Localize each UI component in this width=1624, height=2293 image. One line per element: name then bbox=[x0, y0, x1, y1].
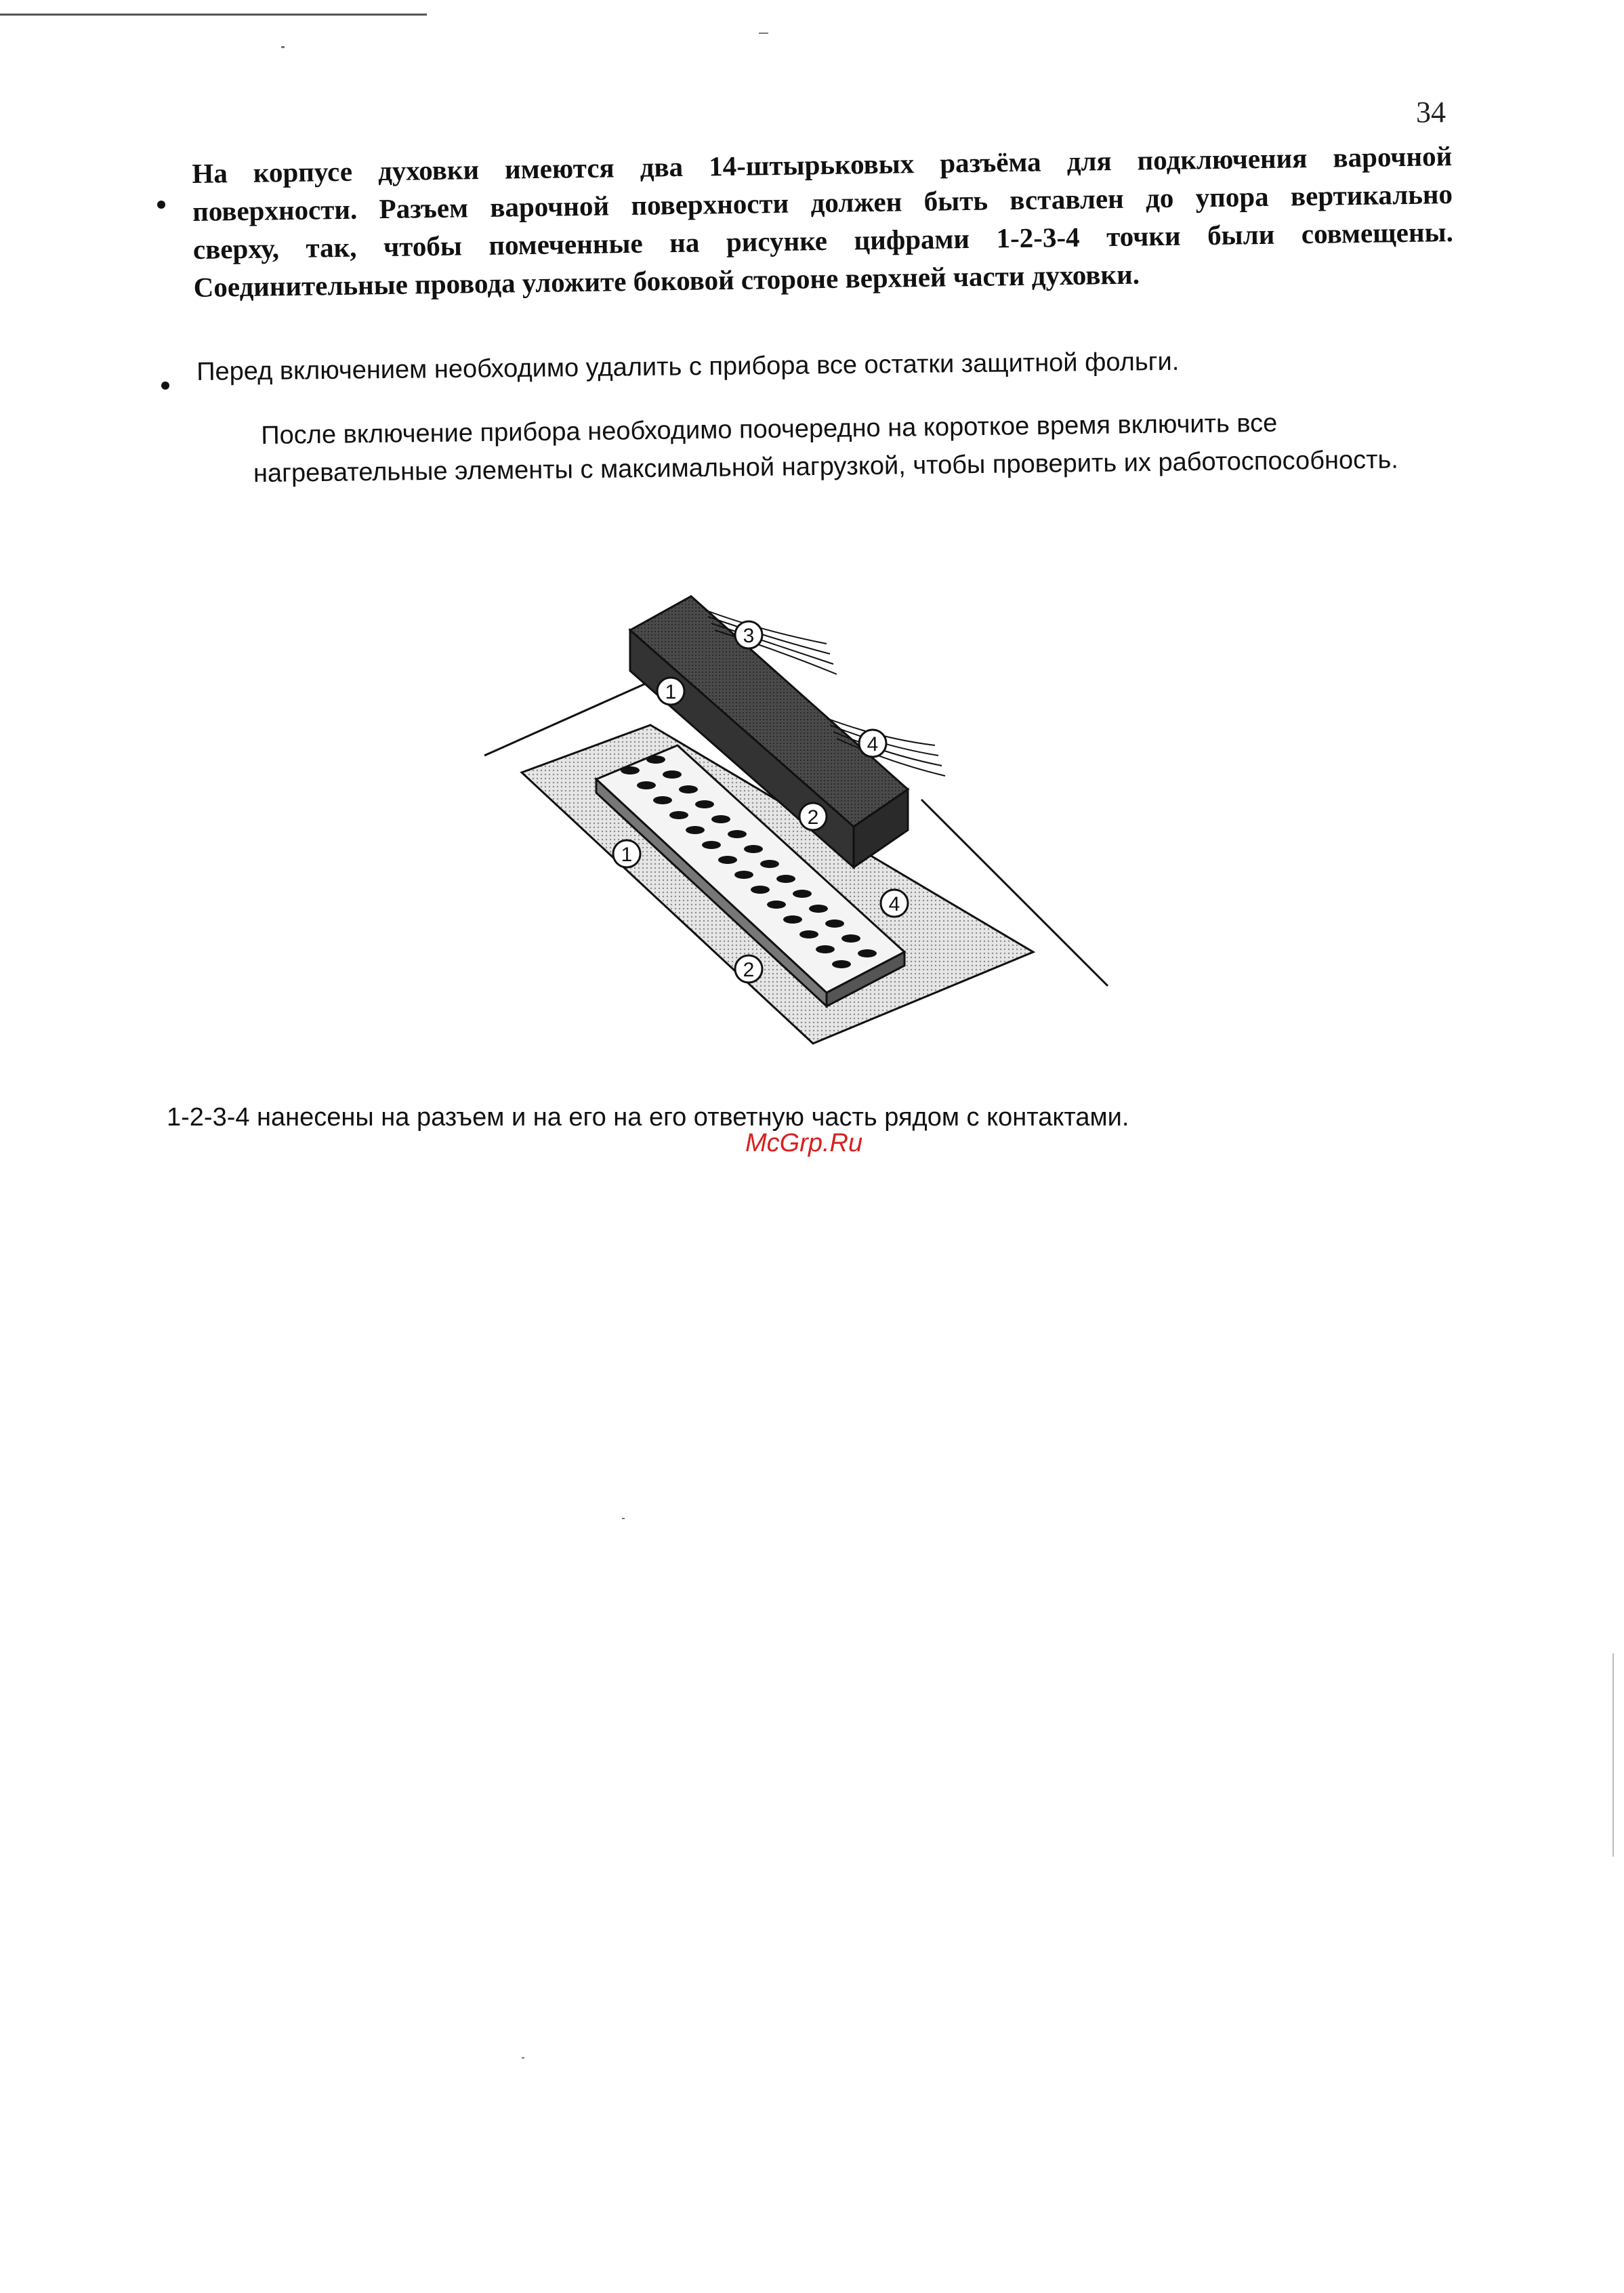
paragraph-line: поверхности. Разъем варочной поверхности должен быть вставлен до упора вертикально bbox=[192, 178, 1453, 227]
watermark: McGrp.Ru bbox=[745, 1129, 863, 1157]
label-socket-4 bbox=[881, 890, 908, 917]
label-socket-2 bbox=[735, 955, 762, 983]
label-plug-1 bbox=[657, 678, 684, 705]
scan-speck bbox=[281, 46, 285, 48]
connector-illustration bbox=[474, 569, 1125, 1057]
label-plug-3 bbox=[735, 621, 762, 648]
figure-caption: 1-2-3-4 нанесены на разъем и на его на его ответную часть рядом с контактами. bbox=[167, 1103, 1129, 1132]
foil-removal-note: Перед включением необходимо удалить с прибора все остатки защитной фольги. bbox=[196, 347, 1180, 386]
label-plug-2-text: 2 bbox=[807, 806, 819, 829]
label-plug-1-text: 1 bbox=[665, 681, 677, 703]
scan-artifact-line bbox=[0, 14, 427, 16]
scan-speck bbox=[759, 33, 768, 34]
bullet-marker bbox=[161, 381, 169, 390]
paragraph-line: После включение прибора необходимо поочередно на короткое время включить все bbox=[261, 409, 1278, 450]
label-plug-4 bbox=[859, 730, 886, 757]
scan-speck bbox=[622, 1518, 625, 1519]
paragraph-line: нагревательные элементы с максимальной нагрузкой, чтобы проверить их работоспособность. bbox=[253, 445, 1399, 489]
label-plug-4-text: 4 bbox=[867, 733, 879, 756]
label-socket-1-text: 1 bbox=[621, 844, 633, 866]
bullet-marker bbox=[157, 201, 165, 209]
connector-instruction-paragraph bbox=[192, 137, 1454, 306]
page-number: 34 bbox=[1416, 96, 1446, 129]
paragraph-line: Соединительные провода уложите боковой стороне верхней части духовки. bbox=[193, 258, 1140, 303]
heating-check-paragraph bbox=[253, 403, 1399, 493]
label-plug-3-text: 3 bbox=[743, 625, 755, 647]
label-socket-4-text: 4 bbox=[888, 893, 900, 915]
scan-speck bbox=[1612, 1653, 1614, 1857]
paragraph-line: сверху, так, чтобы помеченные на рисунке цифрами 1-2-3-4 точки были совмещены. bbox=[192, 216, 1454, 265]
label-socket-1 bbox=[613, 840, 640, 867]
label-socket-2-text: 2 bbox=[743, 959, 755, 981]
paragraph-line: На корпусе духовки имеются два 14-штырьковых разъёма для подключения варочной bbox=[192, 140, 1453, 189]
scan-speck bbox=[522, 2057, 524, 2059]
label-plug-2 bbox=[799, 803, 827, 830]
